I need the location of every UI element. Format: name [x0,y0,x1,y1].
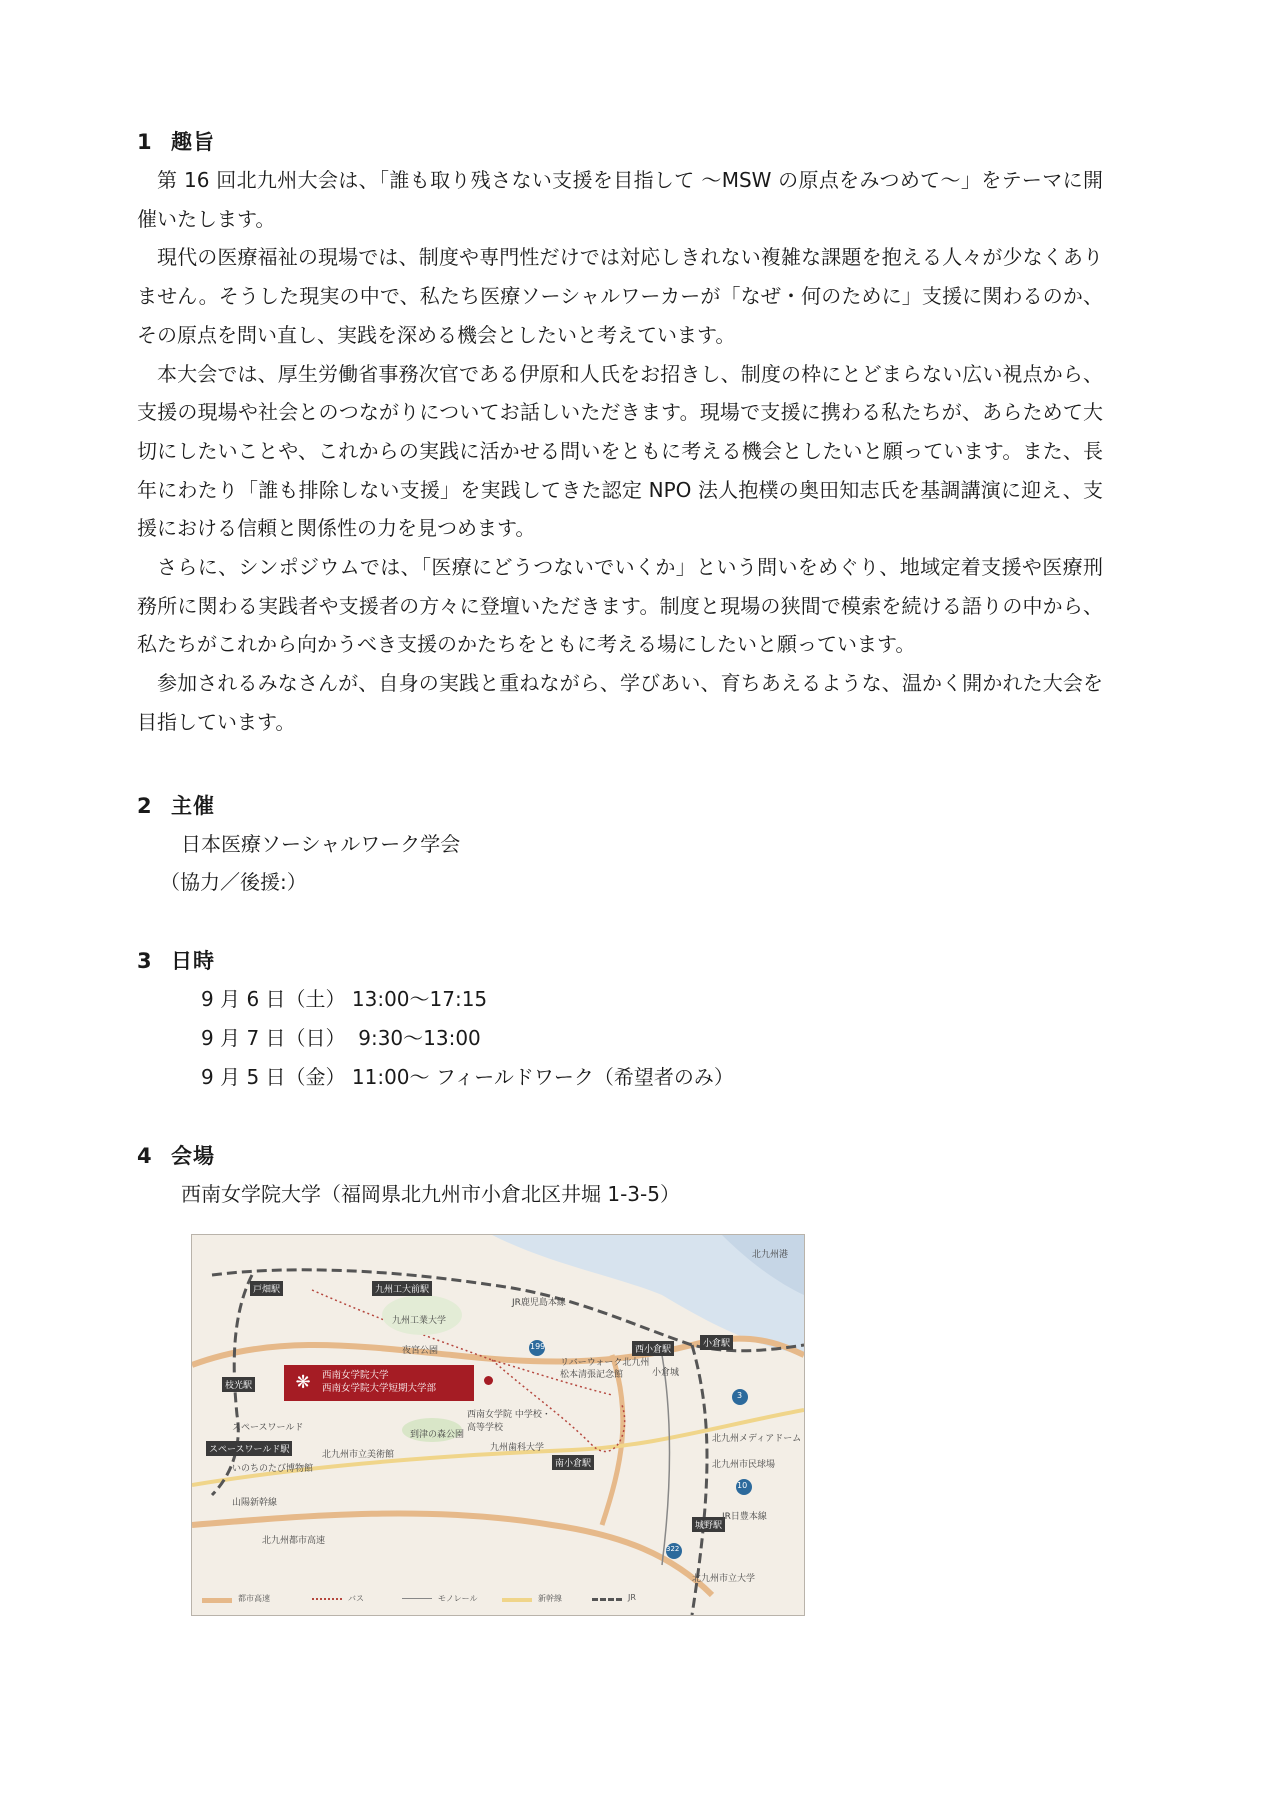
schedule-day-2: 9 月 7 日（日） 9:30～13:00 [201,1026,481,1050]
section-title: 主催 [171,794,215,818]
campus-name [322,1369,436,1395]
schedule-day-1: 9 月 6 日（土） 13:00～17:15 [201,987,488,1011]
map-label: いのちのたび博物館 [232,1464,314,1474]
legend-swatch-shinkansen [502,1598,532,1602]
map-label: 九州工業大学 [392,1316,447,1326]
station-label: スペースワールド駅 [206,1441,292,1456]
purpose-body [137,161,1103,742]
legend-item: モノレール [438,1594,478,1603]
map-label: 北九州港 [752,1250,789,1260]
campus-location-pin-icon [484,1376,493,1385]
section-heading-datetime [137,945,215,975]
legend-item: JR [628,1593,636,1602]
map-label: 松本清張記念館 [560,1370,624,1380]
map-label: 北九州市立大学 [692,1574,756,1584]
map-legend [202,1591,792,1607]
legend-item: バス [348,1594,364,1603]
legend-item: 都市高速 [238,1594,270,1603]
campus-name-line: 西南女学院大学 [322,1370,389,1381]
map-label: 北九州メディアドーム [712,1434,802,1444]
station-label: 戸畑駅 [250,1281,283,1296]
map-label: 北九州市民球場 [712,1460,776,1470]
section-number: 1 [137,130,153,154]
section-number: 2 [137,794,153,818]
route-number: 10 [737,1481,748,1490]
map-label: リバーウォーク北九州 [560,1358,650,1368]
map-label: 山陽新幹線 [232,1498,278,1508]
map-label: 到津の森公園 [410,1430,465,1440]
purpose-paragraph-4: さらに、シンポジウムでは、「医療にどうつないでいくか」という問いをめぐり、地域定着支援や医療刑務所に関わる実践者や支援者の方々に登壇いただきます。制度と現場の狭間で模索を続ける語りの中から、私たちがこれから向かうべき支援のかたちをともに考える場にしたいと願っています。 [137,555,1103,657]
legend-swatch-jr [592,1598,622,1601]
section-number: 3 [137,949,153,973]
station-label: 南小倉駅 [552,1455,594,1470]
campus-name-line: 西南女学院大学短期大学部 [322,1383,437,1394]
section-title: 会場 [171,1144,215,1168]
map-label: スペースワールド [232,1423,304,1433]
section-title: 日時 [171,949,215,973]
map-label: 北九州市立美術館 [322,1450,395,1460]
section-title: 趣旨 [171,130,215,154]
section-heading-purpose [137,126,215,156]
map-label: 北九州都市高速 [262,1536,326,1546]
map-label: 小倉城 [652,1368,680,1378]
section-heading-organizer [137,790,215,820]
station-label: 小倉駅 [700,1335,733,1350]
legend-swatch-bus [312,1598,342,1600]
organizer-name: 日本医療ソーシャルワーク学会 [181,832,461,856]
map-label: 夜宮公園 [402,1346,439,1356]
campus-marker [284,1365,474,1401]
purpose-paragraph-2: 現代の医療福祉の現場では、制度や専門性だけでは対応しきれない複雑な課題を抱える人々が少なくありません。そうした現実の中で、私たち医療ソーシャルワーカーが「なぜ・何のために」支援に関わるのか、その原点を問い直し、実践を深める機会としたいと考えています。 [137,245,1103,347]
section-heading-venue [137,1140,215,1170]
monorail-line [662,1355,670,1565]
section-number: 4 [137,1144,153,1168]
map-label: 九州歯科大学 [490,1443,545,1453]
route-number: 3 [737,1391,743,1400]
station-label: 枝光駅 [222,1377,255,1392]
university-logo-icon: ❋ [295,1372,311,1393]
purpose-paragraph-3: 本大会では、厚生労働省事務次官である伊原和人氏をお招きし、制度の枠にとどまらない広い視点から、支援の現場や社会とのつながりについてお話しいただきます。現場で支援に携わる私たちが、あらためて大切にしたいことや、これからの実践に活かせる問いをともに考える機会としたいと願っています。また、長年にわたり「誰も排除しない支援」を実践してきた認定 NPO 法人抱樸の奥田知志氏を基調講演に迎え、支援における信頼と関係性の力を見つめます。 [137,361,1103,541]
legend-item: 新幹線 [538,1594,562,1603]
schedule-fieldwork: 9 月 5 日（金） 11:00～ フィールドワーク（希望者のみ） [201,1065,734,1089]
route-number: 322 [666,1545,680,1553]
map-label: JR鹿児島本線 [512,1298,566,1308]
support-note: （協力／後援:） [160,870,307,894]
station-label: 九州工大前駅 [372,1281,432,1296]
route-number: 199 [530,1342,546,1351]
purpose-paragraph-1: 第 16 回北九州大会は、「誰も取り残さない支援を目指して ～MSW の原点をみつめて～」をテーマに開催いたします。 [137,168,1103,231]
expressway-2 [192,1513,712,1595]
access-map [191,1234,805,1616]
venue-address: 西南女学院大学（福岡県北九州市小倉北区井堀 1-3-5） [181,1182,680,1206]
purpose-paragraph-5: 参加されるみなさんが、自身の実践と重ねながら、学びあい、育ちあえるような、温かく開かれた大会を目指しています。 [137,671,1103,734]
map-label: JR日豊本線 [722,1512,767,1522]
station-label: 城野駅 [692,1517,725,1532]
legend-swatch-expressway [202,1598,232,1603]
station-label: 西小倉駅 [632,1341,674,1356]
map-label: 西南女学院 中学校・高等学校 [467,1410,551,1433]
legend-swatch-monorail [402,1598,432,1599]
